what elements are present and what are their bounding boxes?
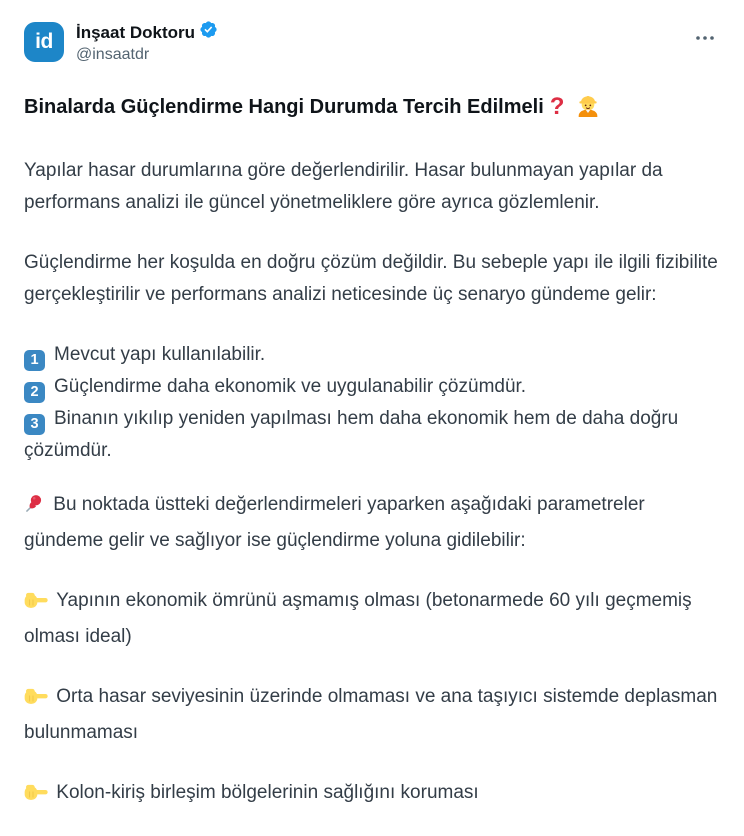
avatar-initials: id (35, 29, 53, 53)
tweet-header (24, 20, 720, 65)
criterion-line (24, 585, 720, 653)
scenario-list (24, 339, 720, 467)
more-icon (694, 35, 716, 52)
criterion-line (24, 777, 720, 813)
pointing-right-icon (24, 594, 53, 615)
scenario-text: Güçlendirme daha ekonomik ve uygulanabilir çözümdür. (54, 376, 527, 397)
scenario-item (24, 371, 720, 403)
scenario-item (24, 339, 720, 371)
red-question-mark-icon: ? (549, 93, 565, 120)
construction-worker-icon (570, 100, 600, 122)
display-name[interactable]: İnşaat Doktoru (76, 22, 196, 42)
author-block (76, 20, 692, 65)
keycap-2-icon: 2 (24, 382, 45, 403)
more-button[interactable] (692, 26, 718, 55)
scenario-item (24, 403, 720, 467)
tweet-paragraph: Yapılar hasar durumlarına göre değerlendirilir. Hasar bulunmayan yapılar da performans analizi ile güncel yönetmeliklere göre ayrıca gözlemlenir. (24, 160, 663, 213)
scenario-text: Binanın yıkılıp yeniden yapılması hem daha ekonomik hem de daha doğru çözümdür. (24, 408, 679, 461)
verified-badge-icon (199, 20, 218, 44)
keycap-1-icon: 1 (24, 350, 45, 371)
criterion-text: Yapının ekonomik ömrünü aşmamış olması (betonarmede 60 yılı geçmemiş olması ideal) (24, 590, 692, 647)
tweet-paragraph: Güçlendirme her koşulda en doğru çözüm değildir. Bu sebeple yapı ile ilgili fizibilite gerçekleştirilir ve performans analizi neticesinde üç senaryo gündeme gelir: (24, 252, 718, 305)
note-text: Bu noktada üstteki değerlendirmeleri yaparken aşağıdaki parametreler gündeme gelir ve sağlıyor ise güçlendirme yoluna gidilebilir: (24, 494, 645, 551)
scenario-text: Mevcut yapı kullanılabilir. (54, 344, 266, 365)
avatar[interactable] (24, 22, 64, 62)
keycap-3-icon: 3 (24, 414, 45, 435)
note-paragraph (24, 489, 720, 557)
criterion-text: Kolon-kiriş birleşim bölgelerinin sağlığını koruması (56, 782, 479, 803)
criterion-text: Orta hasar seviyesinin üzerinde olmaması ve ana taşıyıcı sistemde deplasman bulunmaması (24, 686, 718, 743)
pointing-right-icon (24, 690, 53, 711)
tweet-title-text: Binalarda Güçlendirme Hangi Durumda Tercih Edilmeli (24, 96, 544, 118)
user-handle[interactable]: @insaatdr (76, 46, 150, 63)
pointing-right-icon (24, 786, 53, 807)
criterion-line (24, 681, 720, 749)
pushpin-icon (24, 498, 50, 519)
tweet-title (24, 91, 720, 127)
